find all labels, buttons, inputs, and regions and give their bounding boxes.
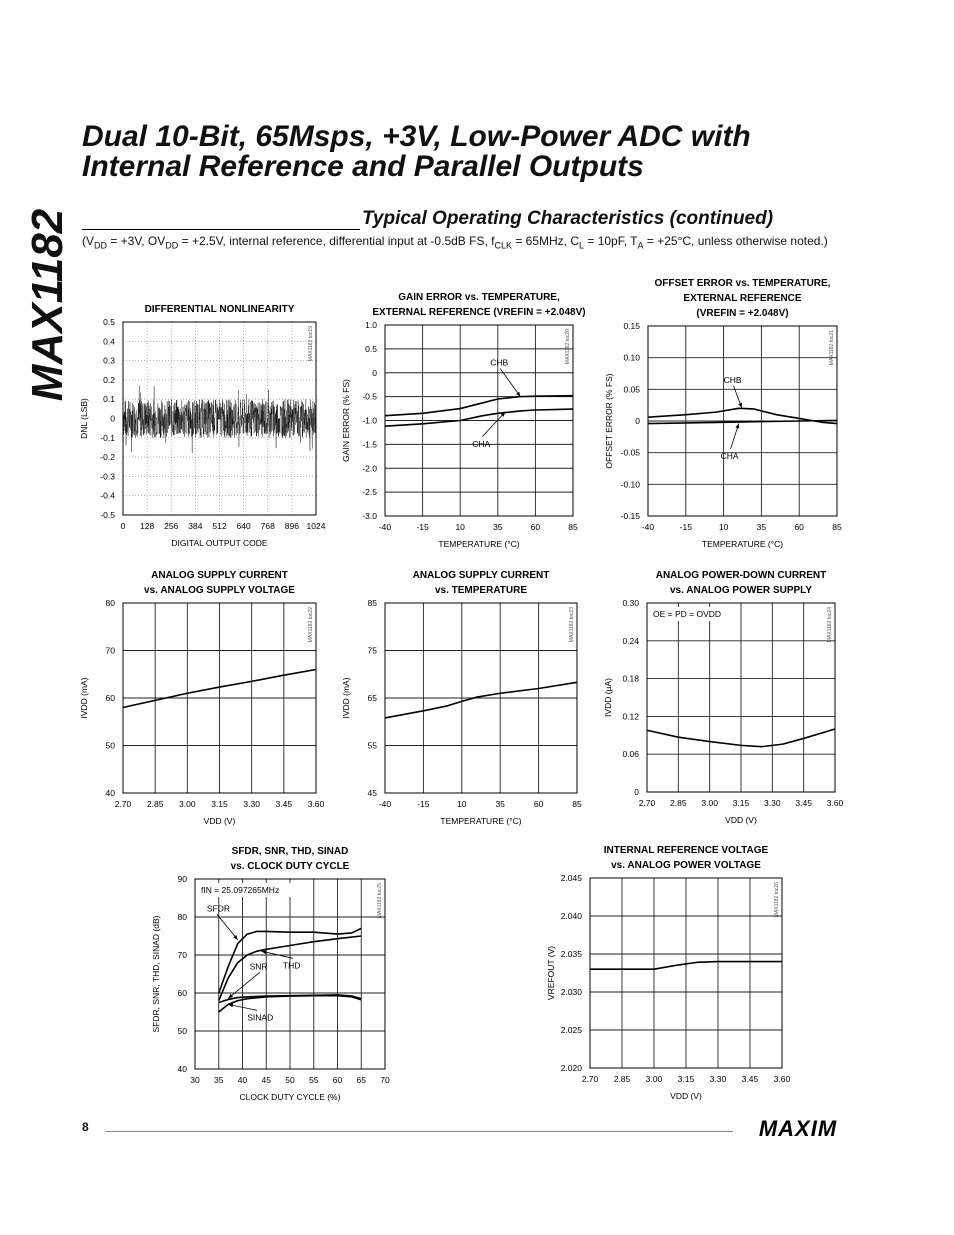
x-tick-label: 640	[236, 521, 251, 531]
maxim-logo	[742, 1116, 854, 1140]
y-tick-label: 75	[367, 645, 377, 656]
page-number: 8	[82, 1120, 89, 1134]
x-tick-label: 3.00	[701, 798, 718, 808]
chart-svg-offset_err	[592, 270, 882, 560]
chart-title-line: ANALOG SUPPLY CURRENT	[151, 570, 288, 581]
chart-title-line: GAIN ERROR vs. TEMPERATURE,	[398, 292, 560, 303]
x-tick-label: 35	[495, 799, 505, 809]
curve-label-sinad: SINAD	[247, 1012, 274, 1023]
y-tick-label: -0.5	[100, 510, 115, 520]
curve-label-sfdr: SFDR	[206, 903, 231, 914]
x-tick-label: 3.30	[243, 799, 260, 809]
y-tick-label: -0.5	[362, 391, 377, 402]
y-tick-label: 70	[177, 950, 187, 960]
x-axis-label: TEMPERATURE (°C)	[440, 816, 522, 826]
curve-label-thd: THD	[282, 960, 301, 971]
chart-title-line: DIFFERENTIAL NONLINEARITY	[144, 304, 295, 315]
chart-offset-error-vs-temperature	[592, 270, 882, 560]
chart-title-line: EXTERNAL REFERENCE	[683, 293, 802, 304]
y-tick-label: 90	[177, 874, 187, 884]
chart-code-label: MAX1182 toc23	[569, 607, 575, 643]
y-tick-label: 2.030	[560, 987, 582, 997]
y-axis-label: DNL (LSB)	[79, 398, 89, 439]
y-tick-label: -2.5	[362, 487, 377, 498]
y-tick-label: -0.2	[100, 452, 115, 463]
y-tick-label: 2.040	[560, 911, 582, 921]
page-title-line-2: Internal Reference and Parallel Outputs	[82, 150, 644, 183]
y-tick-label: 2.020	[560, 1063, 582, 1073]
x-tick-label: 60	[530, 522, 541, 532]
x-tick-label: 3.45	[275, 799, 293, 809]
y-tick-label: 0.15	[623, 321, 640, 331]
curve-label-chb: CHB	[723, 375, 742, 385]
chart-svg-supply_v	[30, 560, 360, 835]
x-tick-label: 60	[332, 1075, 343, 1085]
x-tick-label: 3.30	[709, 1074, 727, 1084]
y-tick-label: 0.10	[623, 352, 640, 363]
series-line-cha	[385, 409, 573, 426]
chart-title-line: EXTERNAL REFERENCE (VREFIN = +2.048V)	[372, 307, 586, 318]
x-tick-label: 85	[572, 799, 582, 809]
x-axis-label: VDD (V)	[725, 815, 757, 825]
chart-sfdr-snr-thd-sinad	[120, 838, 440, 1113]
y-tick-label: -0.15	[620, 511, 640, 521]
label-arrow-head	[516, 392, 520, 397]
chart-title-line: (VREFIN = +2.048V)	[696, 308, 789, 319]
y-axis-label: GAIN ERROR (% FS)	[341, 379, 351, 462]
y-tick-label: -1.5	[362, 439, 377, 450]
y-tick-label: -0.05	[620, 447, 640, 458]
x-tick-label: -15	[416, 522, 429, 532]
x-axis-label: DIGITAL OUTPUT CODE	[171, 538, 268, 548]
chart-svg-supply_t	[330, 560, 620, 835]
chart-title-line: INTERNAL REFERENCE VOLTAGE	[603, 845, 769, 856]
y-axis-label: VREFOUT (V)	[546, 945, 556, 1001]
y-tick-label: 55	[367, 740, 377, 751]
x-tick-label: 2.85	[670, 798, 687, 808]
x-tick-label: 3.45	[741, 1074, 759, 1084]
x-tick-label: 3.60	[307, 799, 325, 809]
x-axis-label: CLOCK DUTY CYCLE (%)	[239, 1092, 341, 1102]
chart-title-line: vs. CLOCK DUTY CYCLE	[230, 861, 350, 872]
y-tick-label: 65	[367, 693, 377, 703]
x-tick-label: 3.60	[773, 1074, 791, 1084]
x-tick-label: 2.70	[581, 1074, 599, 1084]
chart-code-label: MAX1182 toc19	[308, 326, 314, 362]
x-tick-label: 85	[568, 522, 578, 532]
svg-text:MAXIM: MAXIM	[758, 1116, 838, 1140]
curve-label-cha: CHA	[472, 438, 491, 449]
chart-code-label: MAX1182 toc26	[774, 882, 780, 918]
chart-svg-dnl	[30, 296, 360, 556]
x-tick-label: 30	[190, 1075, 200, 1085]
chart-svg-gain_err	[330, 280, 620, 560]
x-tick-label: 2.70	[638, 798, 656, 808]
y-tick-label: 0.30	[622, 598, 639, 608]
y-tick-label: 0.4	[103, 336, 115, 347]
series-line-chb	[385, 396, 573, 416]
x-tick-label: 35	[493, 522, 503, 532]
y-tick-label: -0.4	[100, 490, 115, 501]
chart-gain-error-vs-temperature	[330, 280, 620, 560]
chart-title-line: ANALOG POWER-DOWN CURRENT	[655, 570, 827, 581]
x-tick-label: 3.15	[732, 798, 750, 808]
y-tick-label: 60	[177, 988, 187, 998]
x-tick-label: 768	[260, 521, 275, 531]
y-tick-label: 80	[177, 912, 187, 922]
chart-internal-reference-voltage	[520, 838, 840, 1113]
label-arrow-line	[228, 972, 259, 998]
x-tick-label: 256	[164, 521, 179, 531]
y-axis-label: IVDD (mA)	[79, 677, 89, 719]
x-tick-label: 60	[533, 799, 544, 809]
y-tick-label: 60	[105, 693, 115, 703]
y-tick-label: 40	[105, 788, 115, 798]
y-tick-label: -0.10	[620, 479, 640, 490]
y-tick-label: 0.2	[103, 374, 115, 385]
chart-differential-nonlinearity	[30, 296, 360, 556]
y-tick-label: 2.025	[560, 1025, 582, 1035]
chart-supply-current-vs-voltage	[30, 560, 360, 835]
x-tick-label: 10	[457, 799, 467, 809]
chart-title-line: vs. TEMPERATURE	[434, 585, 528, 596]
y-tick-label: 0	[634, 787, 639, 797]
x-tick-label: 3.00	[645, 1074, 663, 1084]
y-tick-label: 0	[372, 367, 377, 378]
x-tick-label: 2.85	[613, 1074, 631, 1084]
curve-label-chb: CHB	[490, 357, 509, 368]
y-tick-label: -0.3	[100, 471, 115, 482]
y-tick-label: 1.0	[365, 320, 377, 330]
y-tick-label: 0.12	[622, 711, 639, 722]
chart-title-line: vs. ANALOG POWER SUPPLY	[669, 585, 813, 596]
y-tick-label: 0.1	[103, 394, 115, 405]
x-tick-label: -15	[679, 522, 692, 532]
y-tick-label: 2.035	[560, 949, 582, 959]
x-tick-label: -15	[417, 799, 430, 809]
y-tick-label: 0.24	[622, 635, 639, 646]
x-tick-label: 2.85	[146, 799, 164, 809]
chart-code-label: MAX1182 toc21	[829, 330, 835, 366]
chart-title-line: SFDR, SNR, THD, SINAD	[231, 846, 349, 857]
y-tick-label: 2.045	[560, 873, 582, 883]
y-axis-label: SFDR, SNR, THD, SINAD (dB)	[151, 915, 161, 1033]
chart-code-label: MAX1182 toc20	[565, 329, 571, 365]
x-tick-label: 3.30	[764, 798, 781, 808]
chart-svg-sfdr	[120, 838, 440, 1113]
x-tick-label: -40	[641, 522, 655, 532]
chart-title-line: OFFSET ERROR vs. TEMPERATURE,	[654, 278, 831, 289]
x-tick-label: -40	[378, 522, 392, 532]
section-rule	[82, 229, 360, 230]
x-tick-label: 2.70	[114, 799, 132, 809]
x-tick-label: 10	[718, 522, 729, 532]
series-line-0	[385, 682, 577, 718]
y-tick-label: -2.0	[362, 463, 377, 474]
x-tick-label: 0	[120, 521, 126, 531]
label-arrow-line	[217, 914, 238, 940]
chart-svg-vref	[520, 838, 840, 1113]
y-tick-label: 85	[367, 598, 377, 608]
y-tick-label: 50	[105, 740, 115, 751]
x-tick-label: 65	[356, 1075, 366, 1085]
x-tick-label: 60	[794, 522, 804, 532]
chart-code-label: MAX1182 toc24	[827, 607, 833, 643]
x-axis-label: VDD (V)	[203, 816, 236, 826]
chart-code-label: MAX1182 toc25	[377, 883, 383, 919]
chart-supply-current-vs-temperature	[330, 560, 620, 835]
x-axis-label: TEMPERATURE (°C)	[438, 539, 520, 549]
x-tick-label: 384	[188, 521, 203, 531]
x-tick-label: 512	[212, 521, 227, 531]
x-tick-label: 40	[237, 1075, 248, 1085]
y-tick-label: 0	[635, 416, 640, 426]
x-tick-label: 3.15	[677, 1074, 695, 1084]
x-tick-label: 50	[285, 1075, 295, 1085]
x-tick-label: 55	[309, 1075, 319, 1085]
x-tick-label: 3.60	[826, 798, 844, 808]
x-tick-label: 45	[261, 1075, 271, 1085]
x-tick-label: 35	[756, 522, 767, 532]
test-conditions: ($V_{DD} = +3V$, $OV_{DD} = +2.5V$, internal reference, differential input at -0.5dB FS, $f_{CLK} = 65MHz$, $C_L = 10pF$, $T_A = +25^\circ C$, unless otherwise noted.)	[82, 234, 828, 251]
footer-rule	[105, 1131, 733, 1132]
y-tick-label: 0.5	[365, 343, 377, 354]
label-arrow-head	[735, 424, 739, 429]
chart-power-down-current	[592, 560, 882, 835]
curve-label-cha: CHA	[720, 451, 739, 461]
section-title: Typical Operating Characteristics (continued)	[362, 208, 774, 229]
chart-title-line: vs. ANALOG SUPPLY VOLTAGE	[144, 585, 295, 596]
x-tick-label: 896	[284, 521, 299, 531]
y-axis-label: IVDD (mA)	[341, 677, 351, 719]
page-title	[82, 122, 902, 182]
x-tick-label: 3.15	[211, 799, 228, 809]
y-tick-label: 0.3	[103, 355, 115, 366]
x-tick-label: 35	[214, 1075, 224, 1085]
x-tick-label: 128	[140, 521, 155, 531]
x-tick-label: 3.00	[179, 799, 196, 809]
chart-title-line: ANALOG SUPPLY CURRENT	[412, 570, 550, 581]
y-tick-label: 50	[177, 1026, 187, 1036]
chart-annotation: fIN = 25.097265MHz	[201, 885, 280, 895]
x-tick-label: 70	[380, 1075, 390, 1085]
chart-code-label: MAX1182 toc22	[308, 607, 314, 643]
y-tick-label: 70	[105, 645, 115, 656]
side-part-number: MAX1182	[23, 208, 72, 402]
y-tick-label: 0.5	[103, 317, 115, 327]
y-tick-label: 80	[105, 598, 115, 608]
y-tick-label: 40	[177, 1064, 187, 1074]
curve-label-snr: SNR	[249, 961, 268, 972]
label-arrow-head	[738, 403, 742, 408]
y-tick-label: -0.1	[100, 432, 115, 443]
y-tick-label: 0.05	[623, 384, 640, 395]
chart-title-line: vs. ANALOG POWER VOLTAGE	[611, 860, 761, 871]
y-tick-label: 45	[367, 788, 377, 798]
y-tick-label: -3.0	[362, 511, 377, 521]
y-axis-label: IVDD (µA)	[603, 678, 613, 717]
chart-annotation: OE = PD = OVDD	[653, 609, 722, 619]
y-tick-label: 0	[110, 413, 115, 424]
y-tick-label: 0.06	[622, 749, 639, 760]
chart-svg-pd_current	[592, 560, 882, 835]
y-axis-label: OFFSET ERROR (% FS)	[604, 373, 614, 469]
page-title-line-1: Dual 10-Bit, 65Msps, +3V, Low-Power ADC with	[82, 120, 751, 153]
x-axis-label: TEMPERATURE (°C)	[701, 539, 784, 549]
x-axis-label: VDD (V)	[670, 1091, 702, 1101]
y-tick-label: 0.18	[622, 673, 639, 684]
x-tick-label: 85	[832, 522, 842, 532]
y-tick-label: -1.0	[362, 415, 377, 426]
x-tick-label: 10	[455, 522, 465, 532]
x-tick-label: 1024	[306, 521, 326, 531]
x-tick-label: -40	[378, 799, 392, 809]
x-tick-label: 3.45	[795, 798, 812, 808]
